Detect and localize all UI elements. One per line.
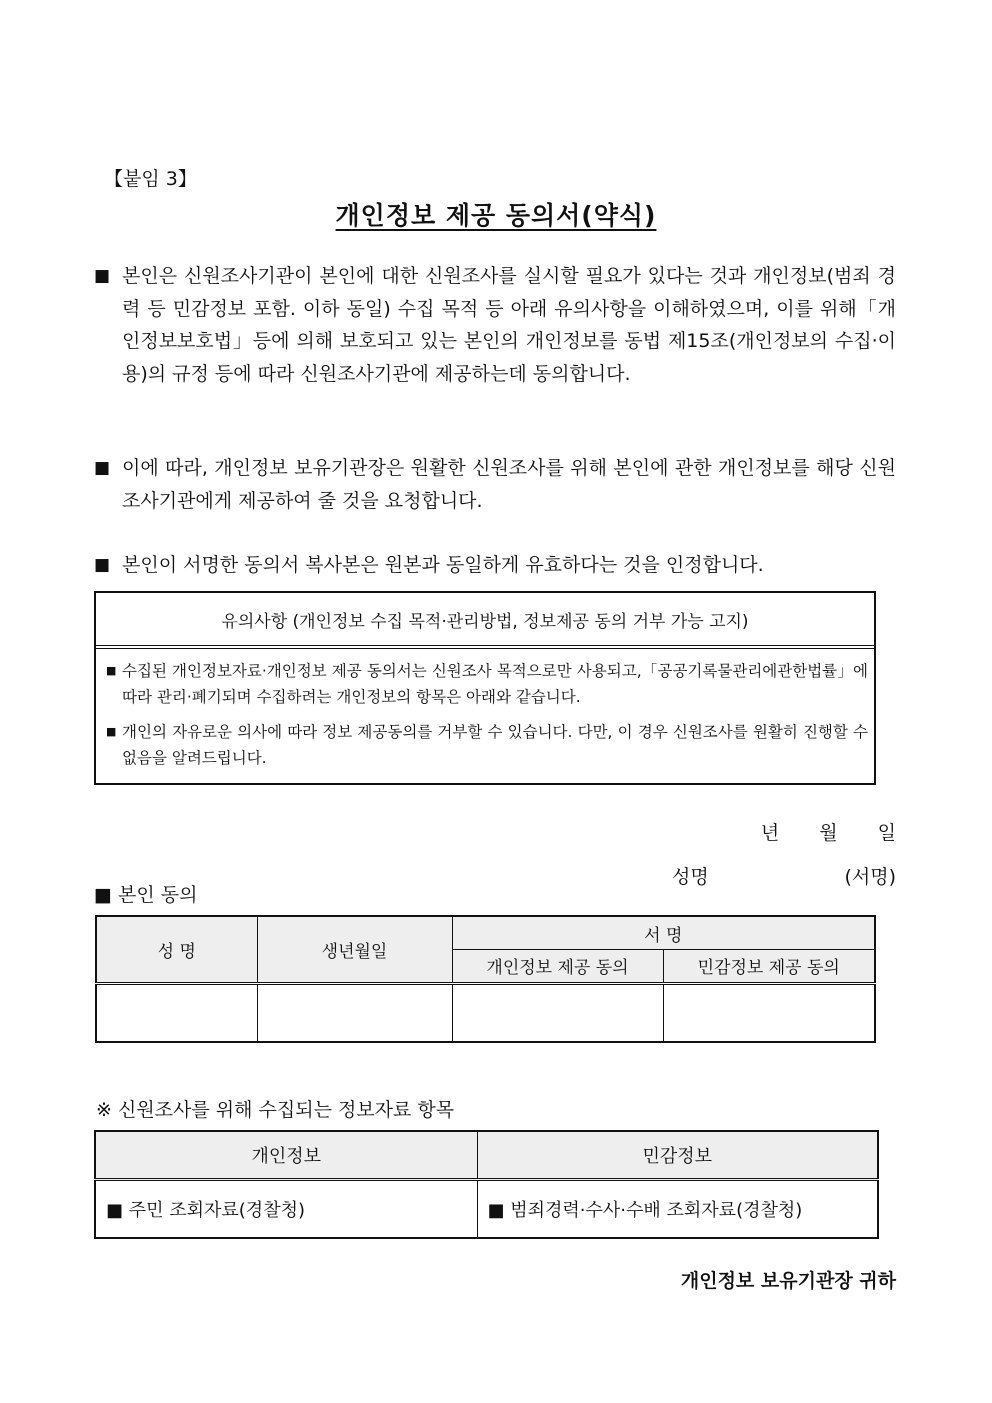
- square-bullet-icon: ■: [94, 266, 111, 286]
- sensitive-info-item: ■ 범죄경력·수사·수배 조회자료(경찰청): [477, 1180, 878, 1239]
- notice-heading: 유의사항 (개인정보 수집 목적·관리방법, 정보제공 동의 거부 가능 고지): [96, 593, 874, 646]
- personal-consent-sign-cell[interactable]: [452, 983, 663, 1042]
- notice-item: [106, 658, 868, 710]
- consent-section-label: ■ 본인 동의: [94, 884, 198, 906]
- document-title: 개인정보 제공 동의서(약식): [335, 201, 657, 230]
- header-name: 성 명: [96, 916, 257, 983]
- signer-name-label: 성명: [672, 866, 709, 888]
- personal-info-item: ■ 주민 조회자료(경찰청): [95, 1180, 477, 1239]
- signature-label: (서명): [844, 866, 896, 888]
- square-bullet-icon: ■: [106, 725, 117, 738]
- header-signature: 서 명: [452, 916, 875, 950]
- collected-items-table: [94, 1130, 879, 1239]
- sensitive-consent-sign-cell[interactable]: [663, 983, 875, 1042]
- paragraph-text: 본인은 신원조사기관이 본인에 대한 신원조사를 실시할 필요가 있다는 것과 개인정보(범죄 경력 등 민감정보 포함. 이하 동일) 수집 목적 등 아래 유의사항을 이해하였으며, 이를 위해「개인정보보호법」등에 의해 보호되고 있는 본인의 개인정보를 동법 제15조(개인정보의 수집·이용)의 규정 등에 따라 신원조사기관에 제공하는데 동의합니다.: [122, 265, 896, 385]
- header-sensitive-info: 민감정보: [477, 1131, 878, 1180]
- header-personal-consent: 개인정보 제공 동의: [452, 950, 663, 984]
- notice-body: [96, 646, 874, 771]
- collected-items-label: ※ 신원조사를 위해 수집되는 정보자료 항목: [96, 1099, 455, 1121]
- consent-paragraph-3: [94, 549, 896, 582]
- header-personal-info: 개인정보: [95, 1131, 477, 1180]
- consent-paragraph-1: [94, 260, 896, 390]
- notice-divider: [96, 648, 874, 649]
- document-title-wrap: [0, 196, 992, 232]
- notice-item-text: 수집된 개인정보자료·개인정보 제공 동의서는 신원조사 목적으로만 사용되고,「공공기록물관리에관한법률」에 따라 관리·폐기되며 수집하려는 개인정보의 항목은 아래와 같습니다.: [122, 662, 868, 706]
- paragraph-text: 이에 따라, 개인정보 보유기관장은 원활한 신원조사를 위해 본인에 관한 개인정보를 해당 신원조사기관에게 제공하여 줄 것을 요청합니다.: [122, 457, 896, 512]
- consent-table: [95, 915, 876, 1043]
- date-line: 년 월 일: [760, 822, 896, 844]
- square-bullet-icon: ■: [94, 555, 111, 575]
- square-bullet-icon: ■: [94, 458, 111, 478]
- name-input-cell[interactable]: [96, 983, 257, 1042]
- birthdate-input-cell[interactable]: [257, 983, 452, 1042]
- square-bullet-icon: ■: [106, 664, 117, 677]
- addressee: 개인정보 보유기관장 귀하: [680, 1270, 896, 1292]
- notice-box: [94, 591, 876, 785]
- notice-item: [106, 719, 868, 771]
- header-birthdate: 생년월일: [257, 916, 452, 983]
- paragraph-text: 본인이 서명한 동의서 복사본은 원본과 동일하게 유효하다는 것을 인정합니다.: [122, 554, 764, 576]
- consent-paragraph-2: [94, 452, 896, 517]
- notice-item-text: 개인의 자유로운 의사에 따라 정보 제공동의를 거부할 수 있습니다. 다만, 이 경우 신원조사를 원활히 진행할 수 없음을 알려드립니다.: [122, 723, 868, 767]
- header-sensitive-consent: 민감정보 제공 동의: [663, 950, 875, 984]
- attachment-label: 【붙임 3】: [104, 168, 197, 190]
